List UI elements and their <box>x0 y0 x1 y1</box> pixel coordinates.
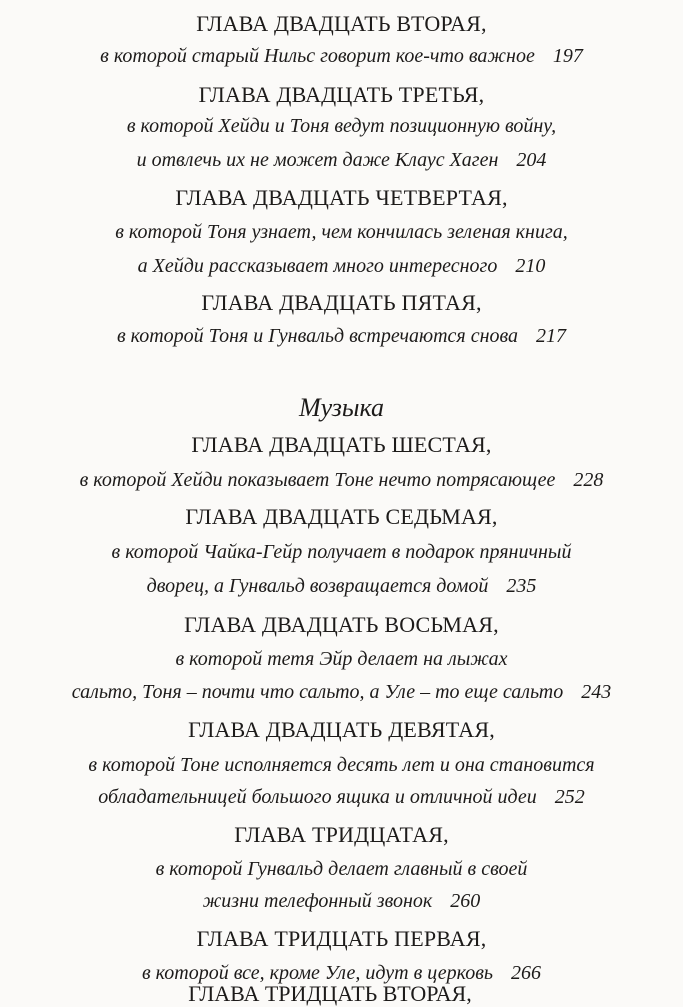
chapter-26-description: в которой Хейди показывает Тоне нечто потрясающее 228 <box>79 469 604 491</box>
chapter-31-description: в которой все, кроме Уле, идут в церковь 266 <box>141 962 542 984</box>
chapter-30-description-line-1: в которой Гунвальд делает главный в своей <box>155 858 528 880</box>
chapter-22-page: 197 <box>552 45 583 67</box>
chapter-23-page: 204 <box>516 149 547 171</box>
chapter-22-description: в которой старый Нильс говорит кое-что важное 197 <box>100 45 583 67</box>
next-chapter-heading-partial: ГЛАВА ТРИДЦАТЬ ВТОРАЯ, <box>188 981 472 1006</box>
chapter-26-heading: ГЛАВА ДВАДЦАТЬ ШЕСТАЯ, <box>191 432 492 457</box>
chapter-29-description-line-1: в которой Тоне исполняется десять лет и она становится <box>88 754 595 776</box>
section-title: Музыка <box>298 393 385 422</box>
chapter-23-description-line-1: в которой Хейди и Тоня ведут позиционную войну, <box>126 115 557 137</box>
chapter-25-description: в которой Тоня и Гунвальд встречаются снова 217 <box>116 325 567 347</box>
chapter-23-heading: ГЛАВА ДВАДЦАТЬ ТРЕТЬЯ, <box>198 82 485 107</box>
chapter-28-description-line-1: в которой тетя Эйр делает на лыжах <box>175 648 508 670</box>
chapter-24-heading: ГЛАВА ДВАДЦАТЬ ЧЕТВЕРТАЯ, <box>175 185 508 210</box>
chapter-29-page: 252 <box>554 786 585 808</box>
chapter-25-page: 217 <box>536 325 567 347</box>
chapter-25-heading: ГЛАВА ДВАДЦАТЬ ПЯТАЯ, <box>201 290 482 315</box>
chapter-30-description-line-2: жизни телефонный звонок 260 <box>202 890 481 912</box>
chapter-27-description-line-1: в которой Чайка-Гейр получает в подарок пряничный <box>111 541 572 563</box>
chapter-28-page: 243 <box>581 681 612 703</box>
chapter-24-description-line-1: в которой Тоня узнает, чем кончилась зеленая книга, <box>115 221 568 243</box>
chapter-28-description-line-2: сальто, Тоня – почти что сальто, а Уле – то еще сальто 243 <box>71 681 612 703</box>
chapter-27-heading: ГЛАВА ДВАДЦАТЬ СЕДЬМАЯ, <box>185 504 498 529</box>
chapter-24-page: 210 <box>515 255 546 277</box>
chapter-26-page: 228 <box>573 469 604 491</box>
chapter-31-heading: ГЛАВА ТРИДЦАТЬ ПЕРВАЯ, <box>196 926 487 951</box>
chapter-23-description-line-2: и отвлечь их не может даже Клаус Хаген 204 <box>136 149 547 171</box>
chapter-28-heading: ГЛАВА ДВАДЦАТЬ ВОСЬМАЯ, <box>184 612 499 637</box>
chapter-30-heading: ГЛАВА ТРИДЦАТАЯ, <box>234 822 449 847</box>
chapter-27-description-line-2: дворец, а Гунвальд возвращается домой 235 <box>146 575 537 597</box>
chapter-27-page: 235 <box>506 575 537 597</box>
chapter-31-page: 266 <box>511 962 542 984</box>
chapter-29-heading: ГЛАВА ДВАДЦАТЬ ДЕВЯТАЯ, <box>188 717 495 742</box>
chapter-30-page: 260 <box>450 890 481 912</box>
chapter-24-description-line-2: а Хейди рассказывает много интересного 210 <box>137 255 546 277</box>
chapter-22-heading: ГЛАВА ДВАДЦАТЬ ВТОРАЯ, <box>196 11 487 36</box>
chapter-29-description-line-2: обладательницей большого ящика и отличной идеи 252 <box>98 786 585 808</box>
